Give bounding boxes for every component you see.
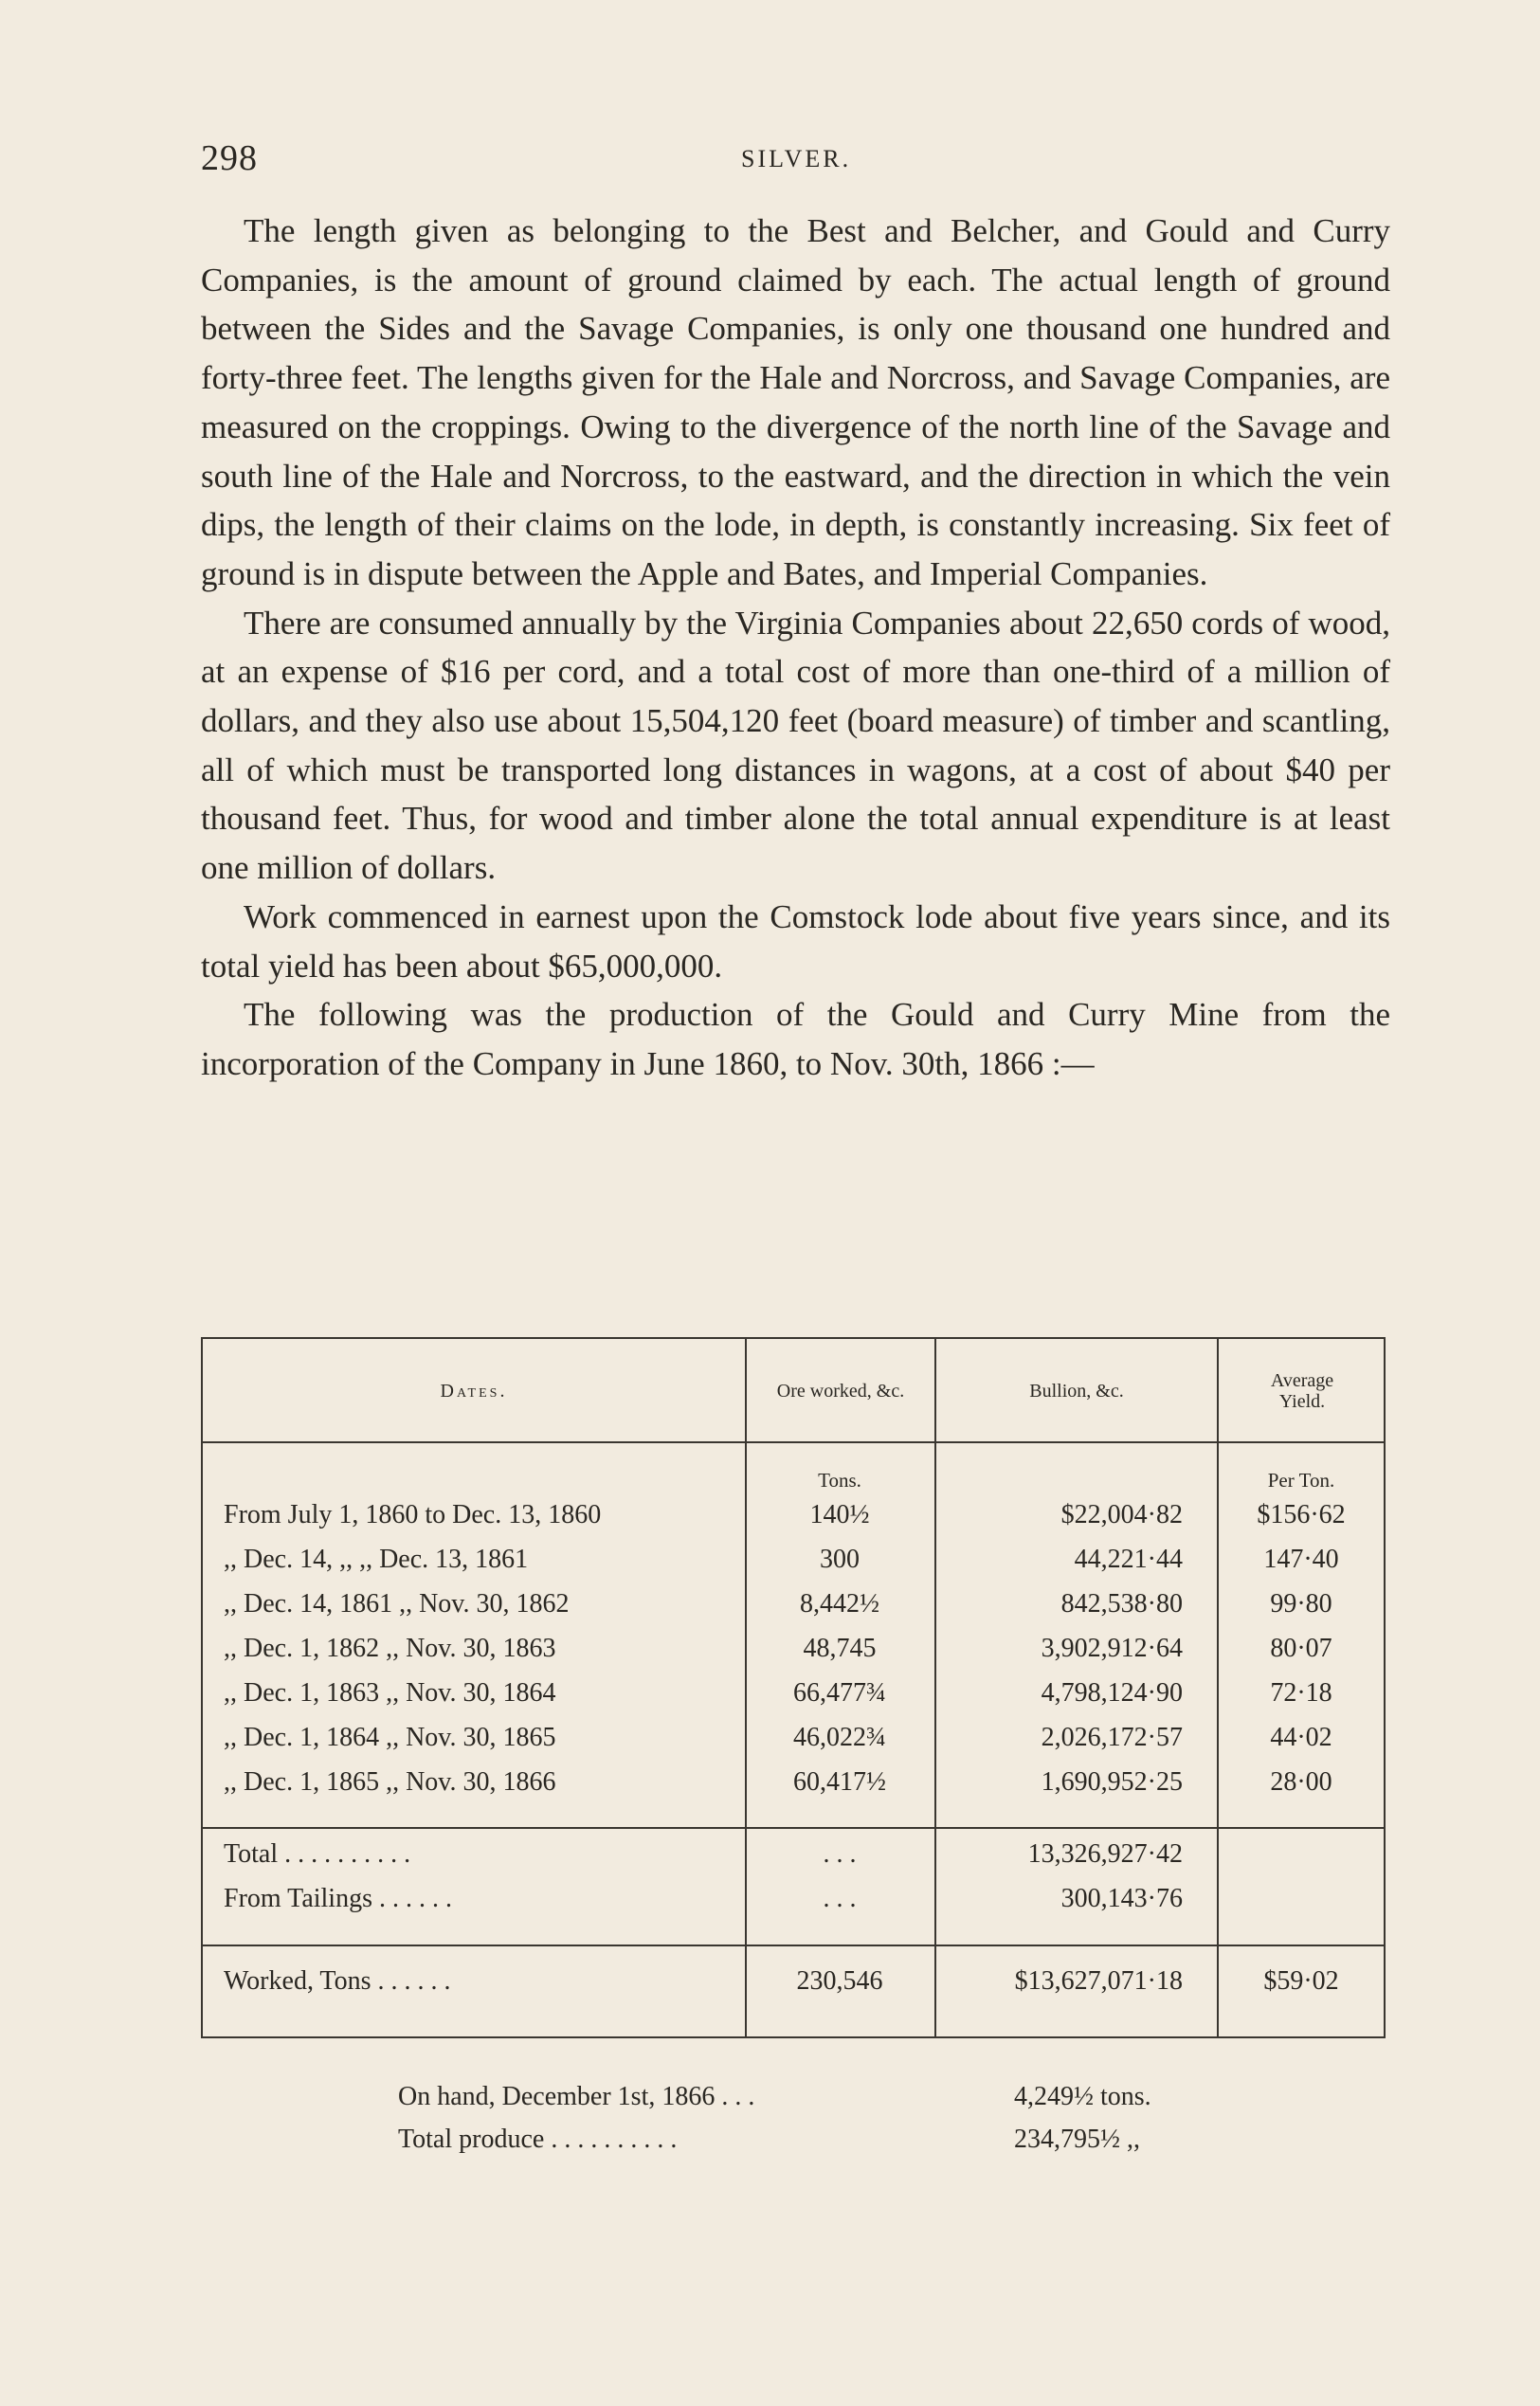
header-dates: Dates. xyxy=(440,1381,508,1402)
worked-average: $59·02 xyxy=(1263,1966,1339,1996)
column-divider xyxy=(1217,1339,1219,2036)
row-date: ,, Dec. 1, 1863 ,, Nov. 30, 1864 xyxy=(224,1678,556,1708)
row-bullion: 44,221·44 xyxy=(1074,1545,1183,1574)
row-date: ,, Dec. 1, 1864 ,, Nov. 30, 1865 xyxy=(224,1723,556,1752)
row-average: 80·07 xyxy=(1270,1634,1332,1663)
header-ore: Ore worked, &c. xyxy=(776,1381,905,1402)
row-bullion: 4,798,124·90 xyxy=(1041,1678,1183,1708)
production-table xyxy=(201,1337,1386,2038)
page-number: 298 xyxy=(201,138,258,178)
total-produce-value: 234,795½ ,, xyxy=(1014,2125,1140,2154)
total-produce-label: Total produce . . . . . . . . . . xyxy=(398,2125,678,2154)
row-ore: 48,745 xyxy=(803,1634,877,1663)
row-ore: 8,442½ xyxy=(800,1589,879,1619)
on-hand-value: 4,249½ tons. xyxy=(1014,2082,1151,2111)
total-ore: . . . xyxy=(823,1839,857,1869)
row-ore: 46,022¾ xyxy=(793,1723,886,1752)
header-average: Average Yield. xyxy=(1270,1370,1334,1412)
worked-label: Worked, Tons . . . . . . xyxy=(224,1966,451,1996)
row-average: 99·80 xyxy=(1270,1589,1332,1619)
footer-summary xyxy=(398,2075,1251,2161)
row-bullion: 3,902,912·64 xyxy=(1041,1634,1183,1663)
tailings-bullion: 300,143·76 xyxy=(1060,1884,1183,1913)
row-average: 28·00 xyxy=(1270,1767,1332,1797)
on-hand-line xyxy=(398,2075,1251,2118)
paragraph: The following was the production of the Gould and Curry Mine from the incorporation of the Company in June 1860, to Nov. 30th, 1866 :— xyxy=(201,996,1390,1082)
tailings-label: From Tailings . . . . . . xyxy=(224,1884,452,1913)
row-average: $156·62 xyxy=(1257,1500,1346,1529)
total-bullion: 13,326,927·42 xyxy=(1027,1839,1183,1869)
section-rule xyxy=(203,1827,1384,1829)
paragraph: Work commenced in earnest upon the Comstock lode about five years since, and its total yield has been about $65,000,000. xyxy=(201,897,1390,985)
header-bullion: Bullion, &c. xyxy=(1029,1381,1124,1402)
paragraph: The length given as belonging to the Best and Belcher, and Gould and Curry Companies, is the amount of ground claimed by each. The actual length of ground between the Sides and the Savage Companies, is only one thousand one hundred and forty-three feet. The lengths given for the Hale and Norcross, and Savage Companies, are measured on the croppings. Owing to the divergence of the north line of the Savage and south line of the Hale and Norcross, to the eastward, and the direction in which the vein dips, the length of their claims on the lode, in depth, is constantly increasing. Six feet of ground is in dispute between the Apple and Bates, and Imperial Companies. xyxy=(201,212,1390,592)
row-date: ,, Dec. 14, 1861 ,, Nov. 30, 1862 xyxy=(224,1589,570,1619)
body-text xyxy=(201,207,1390,1089)
row-date: ,, Dec. 1, 1865 ,, Nov. 30, 1866 xyxy=(224,1767,556,1797)
section-rule xyxy=(203,1945,1384,1946)
row-ore: 60,417½ xyxy=(793,1767,886,1797)
tailings-ore: . . . xyxy=(823,1884,857,1913)
row-ore: 66,477¾ xyxy=(793,1678,886,1708)
row-bullion: $22,004·82 xyxy=(1060,1500,1183,1529)
row-average: 147·40 xyxy=(1263,1545,1339,1574)
row-ore: 300 xyxy=(820,1545,860,1574)
row-date: ,, Dec. 1, 1862 ,, Nov. 30, 1863 xyxy=(224,1634,556,1663)
average-unit: Per Ton. xyxy=(1267,1469,1335,1492)
running-title: SILVER. xyxy=(741,145,852,172)
row-average: 72·18 xyxy=(1270,1678,1332,1708)
on-hand-label: On hand, December 1st, 1866 . . . xyxy=(398,2082,755,2111)
ore-unit: Tons. xyxy=(818,1469,861,1492)
row-bullion: 2,026,172·57 xyxy=(1041,1723,1183,1752)
paragraph: There are consumed annually by the Virginia Companies about 22,650 cords of wood, at an expense of $16 per cord, and a total cost of more than one-third of a million of dollars, and they also use about 15,504,120 feet (board measure) of timber and scantling, all of which must be transported long distances in wagons, at a cost of about $40 per thousand feet. Thus, for wood and timber alone the total annual expenditure is at least one million of dollars. xyxy=(201,604,1390,887)
row-ore: 140½ xyxy=(809,1500,870,1529)
row-bullion: 842,538·80 xyxy=(1060,1589,1183,1619)
total-produce-line xyxy=(398,2118,1251,2161)
total-label: Total . . . . . . . . . . xyxy=(224,1839,411,1869)
worked-ore: 230,546 xyxy=(796,1966,883,1996)
row-average: 44·02 xyxy=(1270,1723,1332,1752)
worked-bullion: $13,627,071·18 xyxy=(1014,1966,1183,1996)
row-date: ,, Dec. 14, ,, ,, Dec. 13, 1861 xyxy=(224,1545,529,1574)
row-date: From July 1, 1860 to Dec. 13, 1860 xyxy=(224,1500,602,1529)
row-bullion: 1,690,952·25 xyxy=(1041,1767,1183,1797)
page-header xyxy=(201,137,1386,185)
